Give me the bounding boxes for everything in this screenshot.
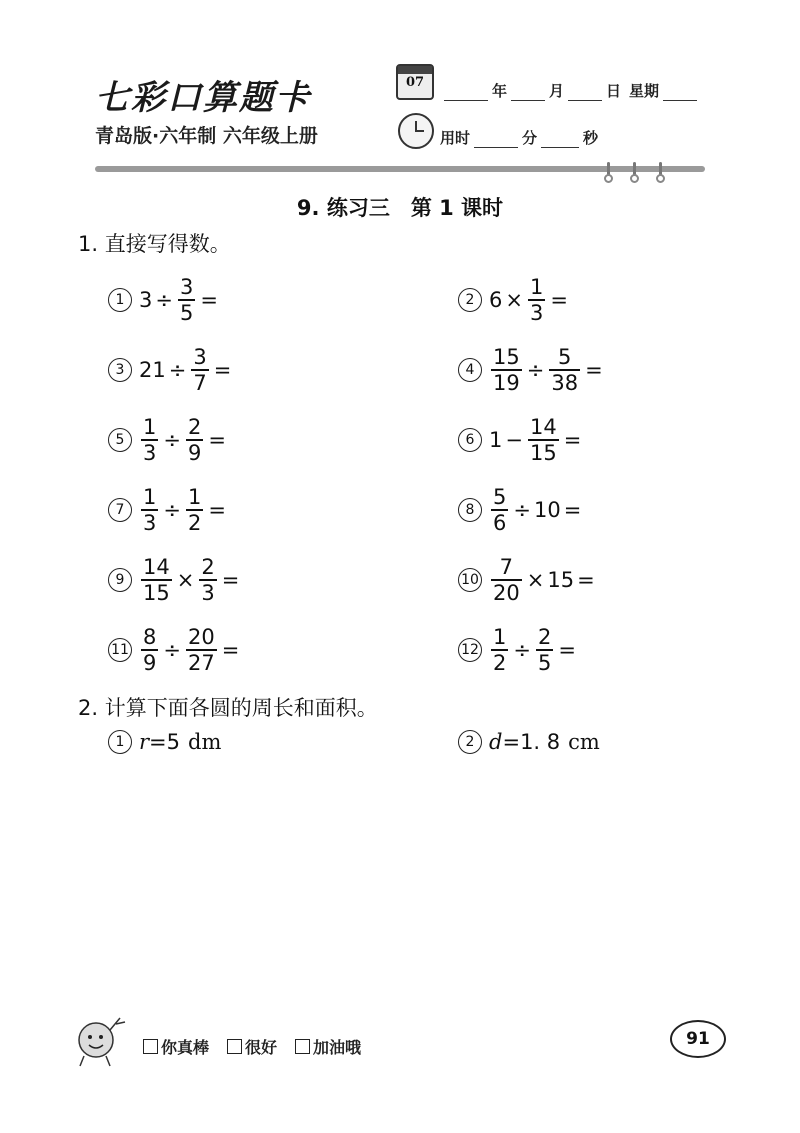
equals: = xyxy=(221,638,240,662)
numerator: 2 xyxy=(537,625,552,649)
numerator: 1 xyxy=(143,485,157,509)
numerator: 1 xyxy=(187,485,202,509)
question-number: 1. xyxy=(78,232,99,256)
fraction xyxy=(528,416,559,464)
calendar-day: 07 xyxy=(405,75,425,90)
operator: ÷ xyxy=(163,638,181,662)
item-index: 7 xyxy=(108,498,132,522)
value: 5 xyxy=(166,730,181,754)
question-instruction: 直接写得数。 xyxy=(104,232,231,256)
problem-item xyxy=(458,626,576,674)
problem-item xyxy=(458,486,581,534)
denominator: 3 xyxy=(201,581,215,605)
denominator: 9 xyxy=(187,441,202,465)
item-index: 1 xyxy=(108,288,132,312)
denominator: 3 xyxy=(529,301,544,325)
operator: − xyxy=(505,428,523,452)
problem-item xyxy=(458,276,568,324)
seconds-label: 秒 xyxy=(583,129,599,147)
problem-item xyxy=(108,556,239,604)
item-index: 5 xyxy=(108,428,132,452)
item-index: 1 xyxy=(108,730,132,754)
item-index: 3 xyxy=(108,358,132,382)
fraction xyxy=(536,626,553,674)
equals: = xyxy=(502,730,521,754)
denominator: 2 xyxy=(493,651,507,675)
numerator: 8 xyxy=(143,625,157,649)
operator: × xyxy=(176,568,195,592)
operator: ÷ xyxy=(513,638,531,662)
fraction xyxy=(191,346,208,394)
item-index: 12 xyxy=(458,638,482,662)
checkbox-icon xyxy=(295,1039,310,1054)
circle-item-1 xyxy=(108,730,221,754)
page-number: 91 xyxy=(670,1020,726,1058)
equals: = xyxy=(585,358,603,382)
numerator: 14 xyxy=(529,415,557,439)
denominator: 38 xyxy=(551,371,579,395)
item-index: 2 xyxy=(458,288,482,312)
month-label: 月 xyxy=(549,82,565,100)
circle-item-2 xyxy=(458,730,600,754)
numerator: 1 xyxy=(493,625,507,649)
numerator: 7 xyxy=(499,555,514,579)
lesson-title: 9. 练习三 第 1 课时 xyxy=(296,196,504,220)
denominator: 2 xyxy=(187,511,202,535)
denominator: 9 xyxy=(143,651,157,675)
variable: r xyxy=(139,730,150,754)
numerator: 15 xyxy=(493,345,520,369)
fraction xyxy=(491,626,508,674)
numerator: 3 xyxy=(193,345,207,369)
time-used-label: 用时 xyxy=(440,129,471,147)
value: 1. 8 xyxy=(520,730,561,754)
problem-item xyxy=(458,346,603,394)
operand: 15 xyxy=(547,568,575,592)
fraction xyxy=(186,486,203,534)
numerator: 1 xyxy=(529,275,544,299)
denominator: 20 xyxy=(493,581,520,605)
equals: = xyxy=(213,358,232,382)
question-number: 2. xyxy=(78,696,99,720)
fraction xyxy=(178,276,195,324)
problem-item xyxy=(458,556,595,604)
problem-item xyxy=(108,346,231,394)
rating-label: 加油哦 xyxy=(313,1038,362,1057)
equals: = xyxy=(208,498,226,522)
checkbox-icon xyxy=(227,1039,242,1054)
denominator: 15 xyxy=(529,441,557,465)
operand: 21 xyxy=(139,358,166,382)
numerator: 2 xyxy=(201,555,215,579)
operator: ÷ xyxy=(155,288,173,312)
denominator: 27 xyxy=(187,651,215,675)
fraction xyxy=(491,486,508,534)
fraction xyxy=(528,276,545,324)
equals: = xyxy=(200,288,218,312)
rating-excellent[interactable] xyxy=(143,1035,209,1058)
operand: 3 xyxy=(139,288,153,312)
equals: = xyxy=(149,730,167,754)
clock-icon xyxy=(398,113,434,149)
equals: = xyxy=(558,638,576,662)
equals: = xyxy=(563,498,582,522)
fraction xyxy=(491,556,522,604)
question-2-heading xyxy=(78,692,378,722)
item-index: 8 xyxy=(458,498,482,522)
operator: × xyxy=(505,288,523,312)
fraction xyxy=(141,416,158,464)
denominator: 3 xyxy=(143,441,157,465)
item-index: 9 xyxy=(108,568,132,592)
numerator: 14 xyxy=(143,555,170,579)
operand: 10 xyxy=(533,498,561,522)
numerator: 2 xyxy=(187,415,202,439)
edition-subtitle: 青岛版·六年制 六年级上册 xyxy=(95,125,318,147)
denominator: 5 xyxy=(537,651,552,675)
denominator: 5 xyxy=(179,301,194,325)
problem-item xyxy=(108,486,226,534)
numerator: 1 xyxy=(143,415,157,439)
numerator: 5 xyxy=(558,345,572,369)
denominator: 15 xyxy=(143,581,170,605)
problem-item xyxy=(108,276,218,324)
denominator: 7 xyxy=(193,371,207,395)
item-index: 4 xyxy=(458,358,482,382)
rating-keep-going[interactable] xyxy=(295,1035,361,1058)
denominator: 19 xyxy=(493,371,520,395)
operand: 1 xyxy=(489,428,503,452)
weekday-label: 星期 xyxy=(629,82,660,100)
operator: ÷ xyxy=(168,358,187,382)
fraction xyxy=(491,346,522,394)
time-line xyxy=(440,127,598,148)
mascot-icon xyxy=(70,1010,130,1070)
fraction xyxy=(141,556,172,604)
problem-item xyxy=(108,416,226,464)
fraction xyxy=(141,486,158,534)
operator: ÷ xyxy=(513,498,531,522)
fraction xyxy=(186,626,217,674)
problem-item xyxy=(108,626,239,674)
item-index: 2 xyxy=(458,730,482,754)
rating-good[interactable] xyxy=(227,1035,277,1058)
header-divider xyxy=(95,166,705,172)
minutes-label: 分 xyxy=(522,129,538,147)
unit: cm xyxy=(568,730,600,754)
item-index: 6 xyxy=(458,428,482,452)
unit: dm xyxy=(188,730,222,754)
rating-label: 你真棒 xyxy=(161,1038,210,1057)
denominator: 6 xyxy=(493,511,507,535)
question-1-heading xyxy=(78,228,231,258)
variable: d xyxy=(489,730,503,754)
denominator: 3 xyxy=(143,511,157,535)
operator: ÷ xyxy=(526,358,545,382)
question-instruction: 计算下面各圆的周长和面积。 xyxy=(104,696,378,720)
operand: 6 xyxy=(489,288,503,312)
operator: × xyxy=(526,568,545,592)
calendar-icon xyxy=(396,64,434,100)
checkbox-icon xyxy=(143,1039,158,1054)
day-label: 日 xyxy=(606,82,622,100)
numerator: 20 xyxy=(187,625,215,649)
brand-title: 七彩口算题卡 xyxy=(95,78,311,118)
fraction xyxy=(199,556,216,604)
rating-options xyxy=(143,1035,361,1058)
equals: = xyxy=(221,568,240,592)
equals: = xyxy=(577,568,595,592)
fraction xyxy=(549,346,580,394)
year-label: 年 xyxy=(492,82,508,100)
equals: = xyxy=(208,428,226,452)
equals: = xyxy=(563,428,582,452)
numerator: 3 xyxy=(179,275,194,299)
rating-label: 很好 xyxy=(245,1038,278,1057)
item-index: 10 xyxy=(458,568,482,592)
numerator: 5 xyxy=(493,485,507,509)
item-index: 11 xyxy=(108,638,132,662)
operator: ÷ xyxy=(163,498,181,522)
fraction xyxy=(141,626,158,674)
date-line xyxy=(440,80,701,101)
operator: ÷ xyxy=(163,428,181,452)
problem-item xyxy=(458,416,581,464)
fraction xyxy=(186,416,203,464)
equals: = xyxy=(550,288,568,312)
